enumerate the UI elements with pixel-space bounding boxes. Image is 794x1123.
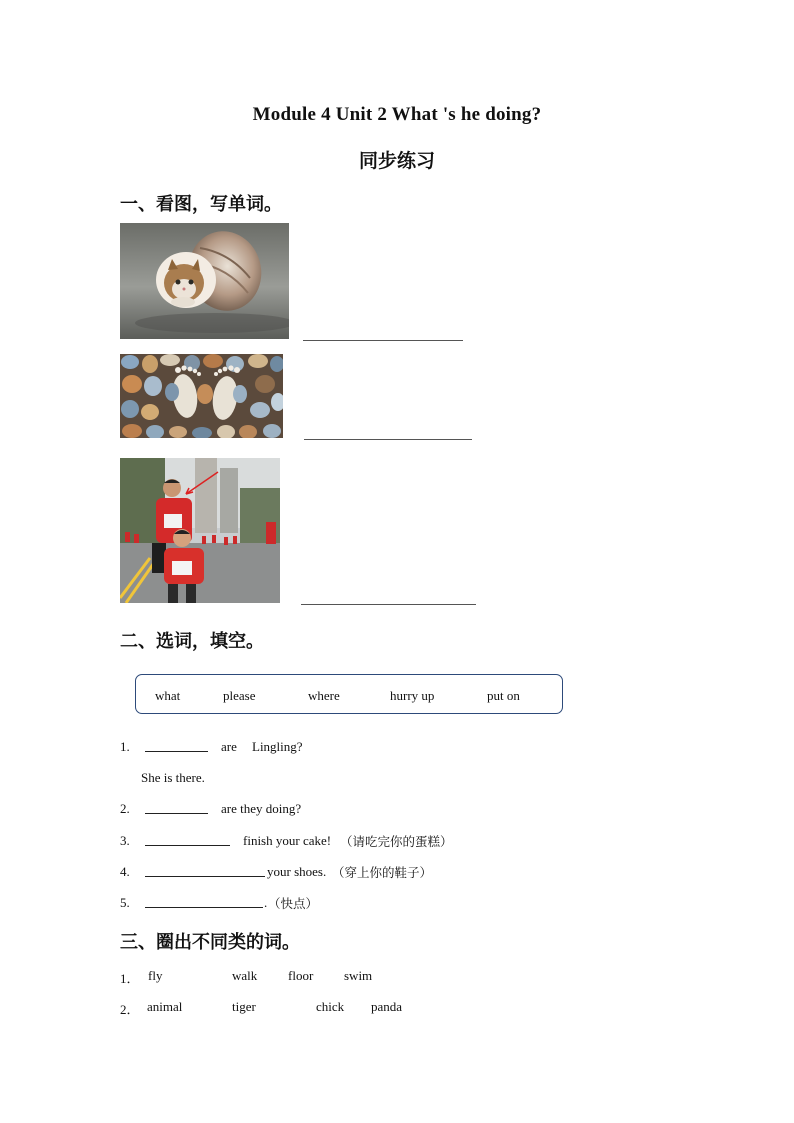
fill-blank-5[interactable] (145, 896, 263, 908)
fill-blank-3[interactable] (145, 834, 230, 846)
word-bank-item: please (223, 688, 256, 703)
odd-one-out-word[interactable]: animal (147, 999, 183, 1014)
answer-line-1[interactable] (303, 340, 463, 341)
question-text: are they doing? (221, 801, 302, 816)
question-number: 1. (120, 739, 130, 754)
word-bank-item: what (155, 688, 181, 703)
word-bank-item: where (308, 688, 340, 703)
question-number: 3. (120, 833, 130, 848)
kitten-in-snail-shell-image (120, 223, 289, 339)
question-text: are (221, 739, 237, 754)
odd-one-out-word[interactable]: walk (232, 968, 258, 983)
father-and-son-running-image (120, 458, 280, 603)
question-translation: （请吃完你的蛋糕） (340, 834, 453, 849)
question-text: Lingling? (252, 739, 303, 754)
question-translation: （穿上你的鞋子） (332, 865, 433, 880)
answer-line-3[interactable] (301, 604, 476, 605)
row-number: 1． (120, 971, 140, 986)
row-number: 2． (120, 1002, 140, 1017)
question-context: She is there. (141, 770, 205, 785)
section-2-heading: 二、选词，填空。 (120, 631, 264, 652)
question-text: your shoes. (267, 864, 327, 879)
page-subtitle: 同步练习 (358, 150, 435, 172)
page-title: Module 4 Unit 2 What 's he doing? (252, 104, 542, 125)
section-3-heading: 三、圈出不同类的词。 (120, 932, 300, 953)
question-number: 5. (120, 895, 130, 910)
fill-blank-1[interactable] (145, 740, 208, 752)
word-bank-item: put on (487, 688, 520, 703)
answer-line-2[interactable] (304, 439, 472, 440)
question-translation: （快点） (268, 896, 319, 911)
question-text: . (264, 895, 268, 910)
odd-one-out-word[interactable]: chick (316, 999, 345, 1014)
question-1 (120, 739, 130, 755)
odd-one-out-word[interactable]: floor (288, 968, 314, 983)
odd-one-out-word[interactable]: fly (148, 968, 163, 983)
odd-one-out-word[interactable]: panda (371, 999, 403, 1014)
fill-blank-4[interactable] (145, 865, 265, 877)
odd-one-out-word[interactable]: swim (344, 968, 373, 983)
section-1-heading: 一、看图，写单词。 (120, 194, 282, 215)
question-text: finish your cake! (243, 833, 332, 848)
question-number: 4. (120, 864, 130, 879)
odd-one-out-word[interactable]: tiger (232, 999, 256, 1014)
question-number: 2. (120, 801, 130, 816)
pebble-footprints-image (120, 354, 283, 438)
word-bank-item: hurry up (390, 688, 435, 703)
fill-blank-2[interactable] (145, 802, 208, 814)
